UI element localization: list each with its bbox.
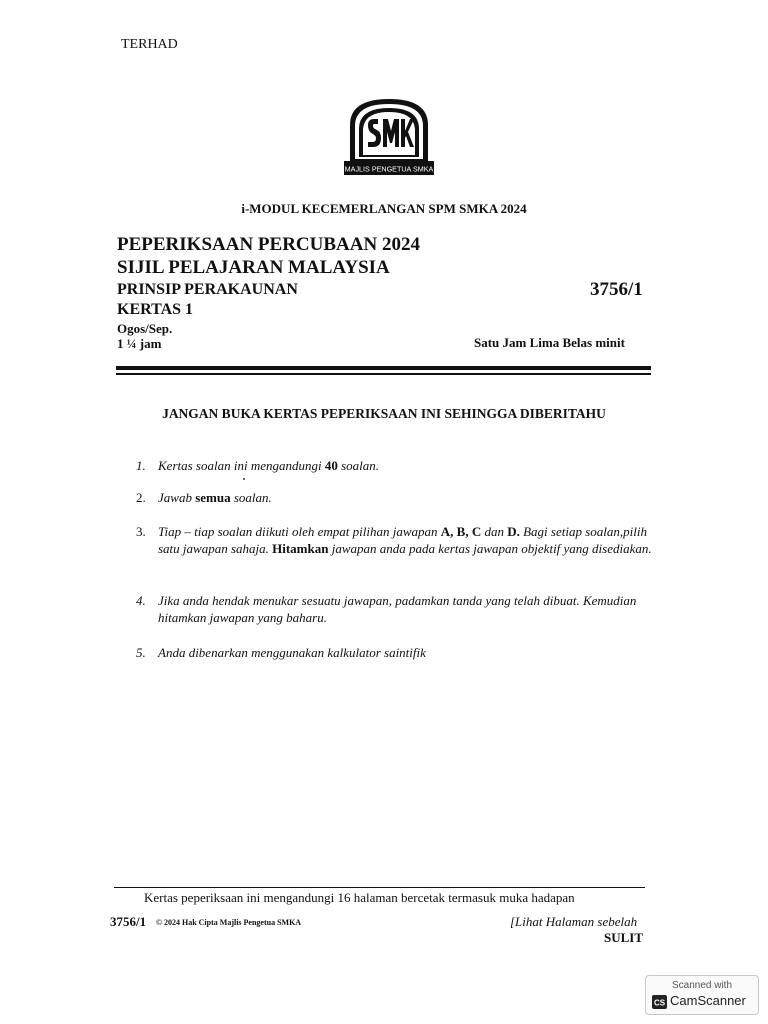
stray-mark — [243, 478, 245, 480]
instruction-number: 5. — [136, 645, 146, 660]
classification-label-top: TERHAD — [121, 37, 178, 52]
instruction-text-part: soalan. — [337, 458, 380, 473]
page-count-note: Kertas peperiksaan ini mengandungi 16 halaman bercetak termasuk muka hadapan — [144, 890, 575, 905]
see-next-page-note: [Lihat Halaman sebelah — [510, 914, 638, 929]
classification-label-bottom: SULIT — [604, 930, 644, 945]
instruction-number: 2. — [136, 490, 146, 505]
footer-divider — [114, 887, 645, 888]
instruction-number: 3. — [136, 524, 146, 539]
instruction-text-part: Kertas soalan ini mengandungi — [158, 458, 325, 473]
paper-number: KERTAS 1 — [117, 301, 194, 318]
instruction-text-part: Tiap – tiap soalan diikuti oleh empat pilihan jawapan — [158, 524, 441, 539]
logo-caption: MAJLIS PENGETUA SMKA — [344, 164, 434, 174]
module-title: i-MODUL KECEMERLANGAN SPM SMKA 2024 — [241, 201, 527, 216]
footer-paper-code: 3756/1 — [110, 914, 147, 929]
instruction-number: 1. — [136, 458, 146, 473]
scanned-with-label: Scanned with — [671, 980, 733, 991]
do-not-open-warning: JANGAN BUKA KERTAS PEPERIKSAAN INI SEHINGGA DIBERITAHU — [162, 406, 606, 421]
instruction-text: Jika anda hendak menukar sesuatu jawapan, padamkan tanda yang telah dibuat. Kemudian hitamkan jawapan yang baharu. — [158, 593, 637, 625]
instruction-text-part: Jawab — [158, 490, 196, 505]
exam-duration: 1 ¼ jam — [117, 336, 162, 351]
instruction-number: 4. — [136, 593, 146, 608]
exam-duration-words: Satu Jam Lima Belas minit — [474, 335, 625, 350]
camscanner-badge — [645, 975, 759, 1015]
majlis-pengetua-smka-logo — [344, 95, 434, 181]
paper-code: 3756/1 — [590, 279, 643, 300]
instruction-text: Anda dibenarkan menggunakan kalkulator saintifik — [158, 645, 426, 660]
instruction-emphasis: semua — [195, 490, 231, 505]
exam-title-line1: PEPERIKSAAN PERCUBAAN 2024 — [117, 234, 420, 255]
copyright-notice: © 2024 Hak Cipta Majlis Pengetua SMKA — [156, 918, 302, 927]
instruction-text-part: Bagi setiap soalan,pilih satu jawapan sahaja. — [158, 524, 647, 556]
instruction-text-part: soalan. — [230, 490, 272, 505]
svg-text:CS: CS — [653, 998, 666, 1008]
header-divider-thin — [116, 373, 651, 375]
instruction-text — [158, 523, 658, 557]
instruction-emphasis: 40 — [324, 458, 338, 473]
exam-month: Ogos/Sep. — [117, 321, 173, 336]
exam-title-line2: SIJIL PELAJARAN MALAYSIA — [117, 257, 390, 278]
instruction-emphasis: A, B, C — [440, 524, 482, 539]
instruction-text-part: jawapan anda pada kertas jawapan objektif yang disediakan. — [328, 541, 652, 556]
instruction-emphasis: D. — [507, 524, 520, 539]
header-divider-thick — [116, 366, 651, 370]
instruction-text-part: dan — [481, 524, 508, 539]
instruction-text — [158, 457, 658, 474]
instruction-text — [158, 489, 658, 506]
instruction-emphasis: Hitamkan — [272, 541, 329, 556]
subject-name: PRINSIP PERAKAUNAN — [117, 281, 298, 298]
cs-logo-icon — [652, 995, 667, 1009]
camscanner-brand: CamScanner — [670, 993, 746, 1008]
